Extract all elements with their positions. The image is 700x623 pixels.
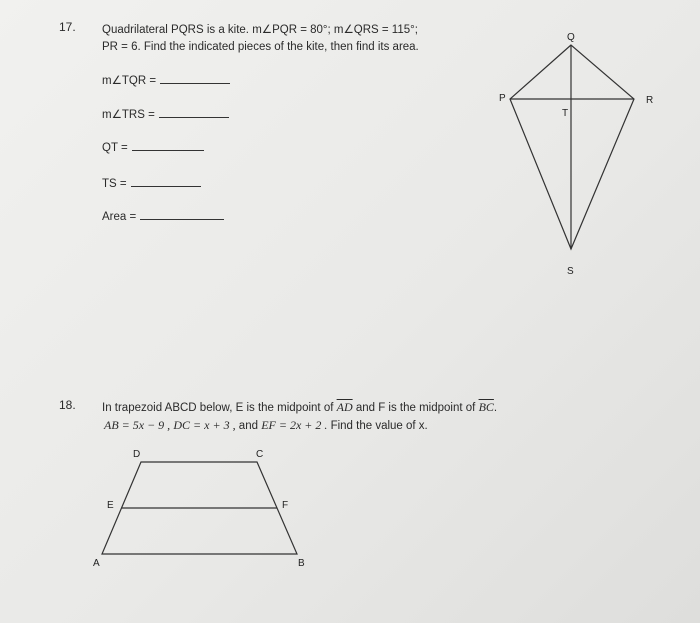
field-label: Area = <box>102 211 137 223</box>
kite-outline <box>510 45 634 249</box>
equation-ab: AB = 5x − 9 , <box>104 418 171 432</box>
vertex-label-s: S <box>567 266 574 277</box>
vertex-label-c: C <box>256 449 264 460</box>
vertex-label-d: D <box>133 449 141 460</box>
vertex-label-f: F <box>282 500 289 511</box>
vertex-label-r: R <box>646 95 654 106</box>
problem-17-statement-line2: PR = 6. Find the indicated pieces of the kite, then find its area. <box>102 41 419 53</box>
problem-17-statement-line1: Quadrilateral PQRS is a kite. m∠PQR = 80°; m∠QRS = 115°; <box>102 24 418 36</box>
text-segment: and F is the midpoint of <box>355 402 476 414</box>
trapezoid-diagram <box>102 462 297 554</box>
segment-ad: $\overline{AD}$ <box>336 400 353 414</box>
field-label: QT = <box>102 142 128 154</box>
vertex-label-a: A <box>93 558 100 569</box>
vertex-label-p: P <box>499 93 506 104</box>
field-label: m∠TQR = <box>102 75 157 87</box>
period: . <box>493 402 498 414</box>
text-segment: In trapezoid ABCD below, E is the midpoint of <box>102 402 334 414</box>
problem-18-number: 18. <box>59 398 76 412</box>
vertex-label-t: T <box>562 108 569 119</box>
equation-dc: DC = x + 3 , <box>173 418 236 432</box>
text-segment: and <box>238 420 258 432</box>
vertex-label-b: B <box>298 558 305 569</box>
field-label: TS = <box>102 178 127 190</box>
equation-ef: EF = 2x + 2 . <box>261 418 328 432</box>
problem-17-number: 17. <box>59 20 76 34</box>
field-label: m∠TRS = <box>102 109 155 121</box>
segment-bc: $\overline{BC}$ <box>478 400 494 414</box>
text-segment: Find the value of x. <box>330 420 428 432</box>
vertex-label-e: E <box>107 500 114 511</box>
vertex-label-q: Q <box>567 32 575 43</box>
kite-diagram <box>510 45 634 249</box>
